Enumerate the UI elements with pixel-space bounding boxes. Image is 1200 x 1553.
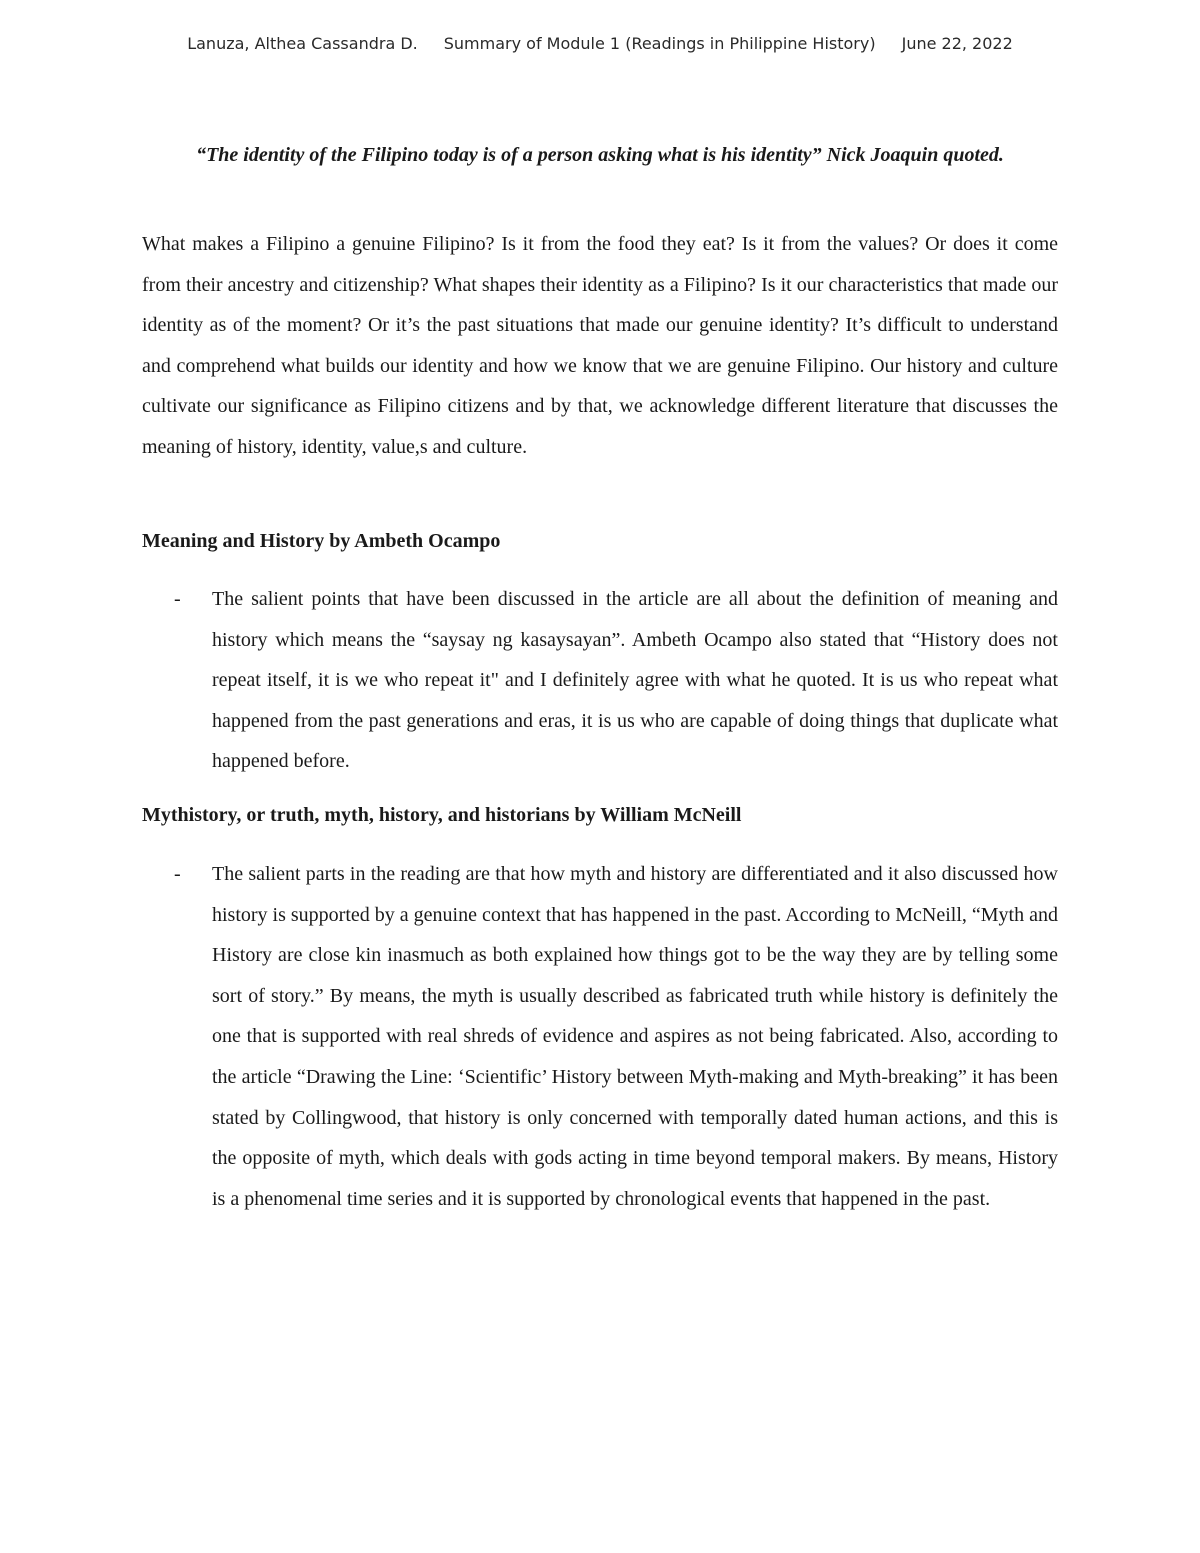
header-title: Summary of Module 1 (Readings in Philippine History) bbox=[443, 34, 876, 53]
page-header bbox=[0, 34, 1200, 53]
header-date: June 22, 2022 bbox=[901, 34, 1013, 53]
section-heading-mythistory: Mythistory, or truth, myth, history, and historians by William McNeill bbox=[142, 804, 742, 826]
bullet-text: The salient parts in the reading are that how myth and history are differentiated and it also discussed how history is supported by a genuine context that has happened in the past. According to McNeill, “Myth and History are close kin inasmuch as both explained how things got to be the way they are by telling some sort of story.” By means, the myth is usually described as fabricated truth while history is definitely the one that is supported with real shreds of evidence and aspires as not being fabricated. Also, according to the article “Drawing the Line: ‘Scientific’ History between Myth-making and Myth-breaking” it has been stated by Collingwood, that history is only concerned with temporally dated human actions, and this is the opposite of myth, which deals with gods acting in time beyond temporal makers. By means, History is a phenomenal time series and it is supported by chronological events that happened in the past. bbox=[212, 863, 1058, 1210]
header-author: Lanuza, Althea Cassandra D. bbox=[187, 34, 418, 53]
bullet-dash: - bbox=[174, 863, 181, 885]
section-heading-meaning-and-history: Meaning and History by Ambeth Ocampo bbox=[142, 530, 501, 552]
bullet-text: The salient points that have been discussed in the article are all about the definition of meaning and history which means the “saysay ng kasaysayan”. Ambeth Ocampo also stated that “History does not repeat itself, it is we who repeat it" and I definitely agree with what he quoted. It is us who repeat what happened from the past generations and eras, it is us who are capable of doing things that duplicate what happened before. bbox=[212, 588, 1058, 773]
intro-paragraph: What makes a Filipino a genuine Filipino? Is it from the food they eat? Is it from the values? Or does it come from their ancestry and citizenship? What shapes their identity as a Filipino? Is it our characteristics that made our identity as of the moment? Or it’s the past situations that made our genuine identity? It’s difficult to understand and comprehend what builds our identity and how we know that we are genuine Filipino. Our history and culture cultivate our significance as Filipino citizens and by that, we acknowledge different literature that discusses the meaning of history, identity, value,s and culture. bbox=[142, 233, 1058, 458]
bullet-dash: - bbox=[174, 588, 181, 610]
epigraph-quote: “The identity of the Filipino today is of a person asking what is his identity” Nick Joaquin quoted. bbox=[196, 144, 1004, 166]
